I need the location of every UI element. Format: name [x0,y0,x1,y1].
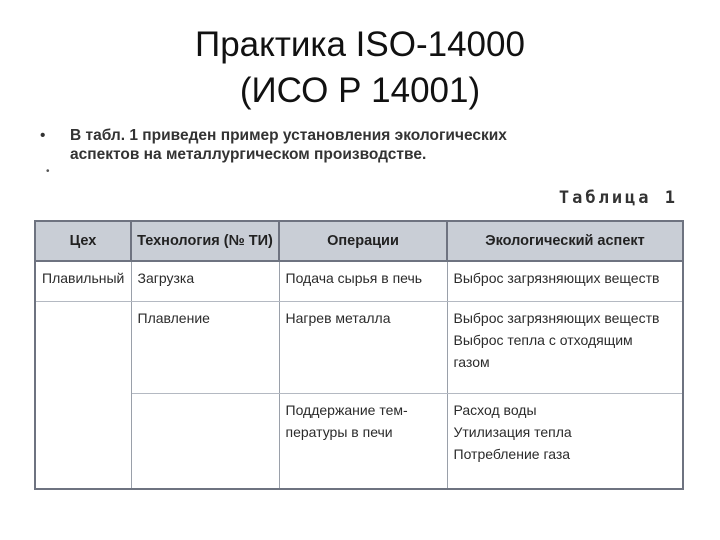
header-technology: Технология (№ ТИ) [131,221,279,261]
cell-technology: Плавление [131,301,279,393]
cell-aspect-line: Выброс загрязняющих веществ [453,270,660,286]
cell-aspect-line: Выброс загрязняющих веществ [453,309,660,326]
cell-aspect [447,261,683,301]
cell-aspect-line: газом [453,353,490,370]
bullet-text-line-2: аспектов на металлургическом производстве. [70,146,427,163]
header-eco-aspect: Экологический аспект [447,221,683,261]
small-bullet-dot-icon: • [46,166,50,177]
slide-title [0,22,720,114]
cell-operation-line: Поддержание тем- [285,401,408,418]
table-caption: Таблица 1 [558,188,678,208]
cell-workshop [35,393,131,489]
aspects-table [34,220,684,490]
cell-operation-line: Нагрев металла [285,309,391,326]
slide-title-line-2: (ИСО Р 14001) [239,71,481,110]
cell-workshop: Плавильный [35,261,131,301]
cell-operation-line: пературы в печи [285,423,393,440]
cell-aspect-line: Утилизация тепла [453,423,572,440]
cell-technology [131,393,279,489]
bullet-dot-icon: • [40,127,46,144]
table-row [35,301,683,393]
table-row [35,261,683,301]
cell-aspect-line: Выброс тепла с отходящим [453,331,633,348]
table-header-row [35,221,683,261]
cell-technology: Загрузка [131,261,279,301]
table-row [35,393,683,489]
bullet-list [40,126,680,164]
header-operations: Операции [279,221,447,261]
cell-aspect-line: Расход воды [453,401,537,418]
cell-operation [279,301,447,393]
cell-aspect [447,393,683,489]
cell-aspect-line: Потребление газа [453,445,571,462]
slide-title-line-1: Практика ISO-14000 [195,25,525,64]
cell-aspect [447,301,683,393]
cell-workshop [35,301,131,393]
table-container [34,220,682,490]
header-workshop: Цех [35,221,131,261]
bullet-text-line-1: В табл. 1 приведен пример установления экологических [70,127,507,144]
cell-operation [279,261,447,301]
bullet-item [40,126,680,164]
cell-operation [279,393,447,489]
cell-operation-line: Подача сырья в печь [285,270,423,286]
